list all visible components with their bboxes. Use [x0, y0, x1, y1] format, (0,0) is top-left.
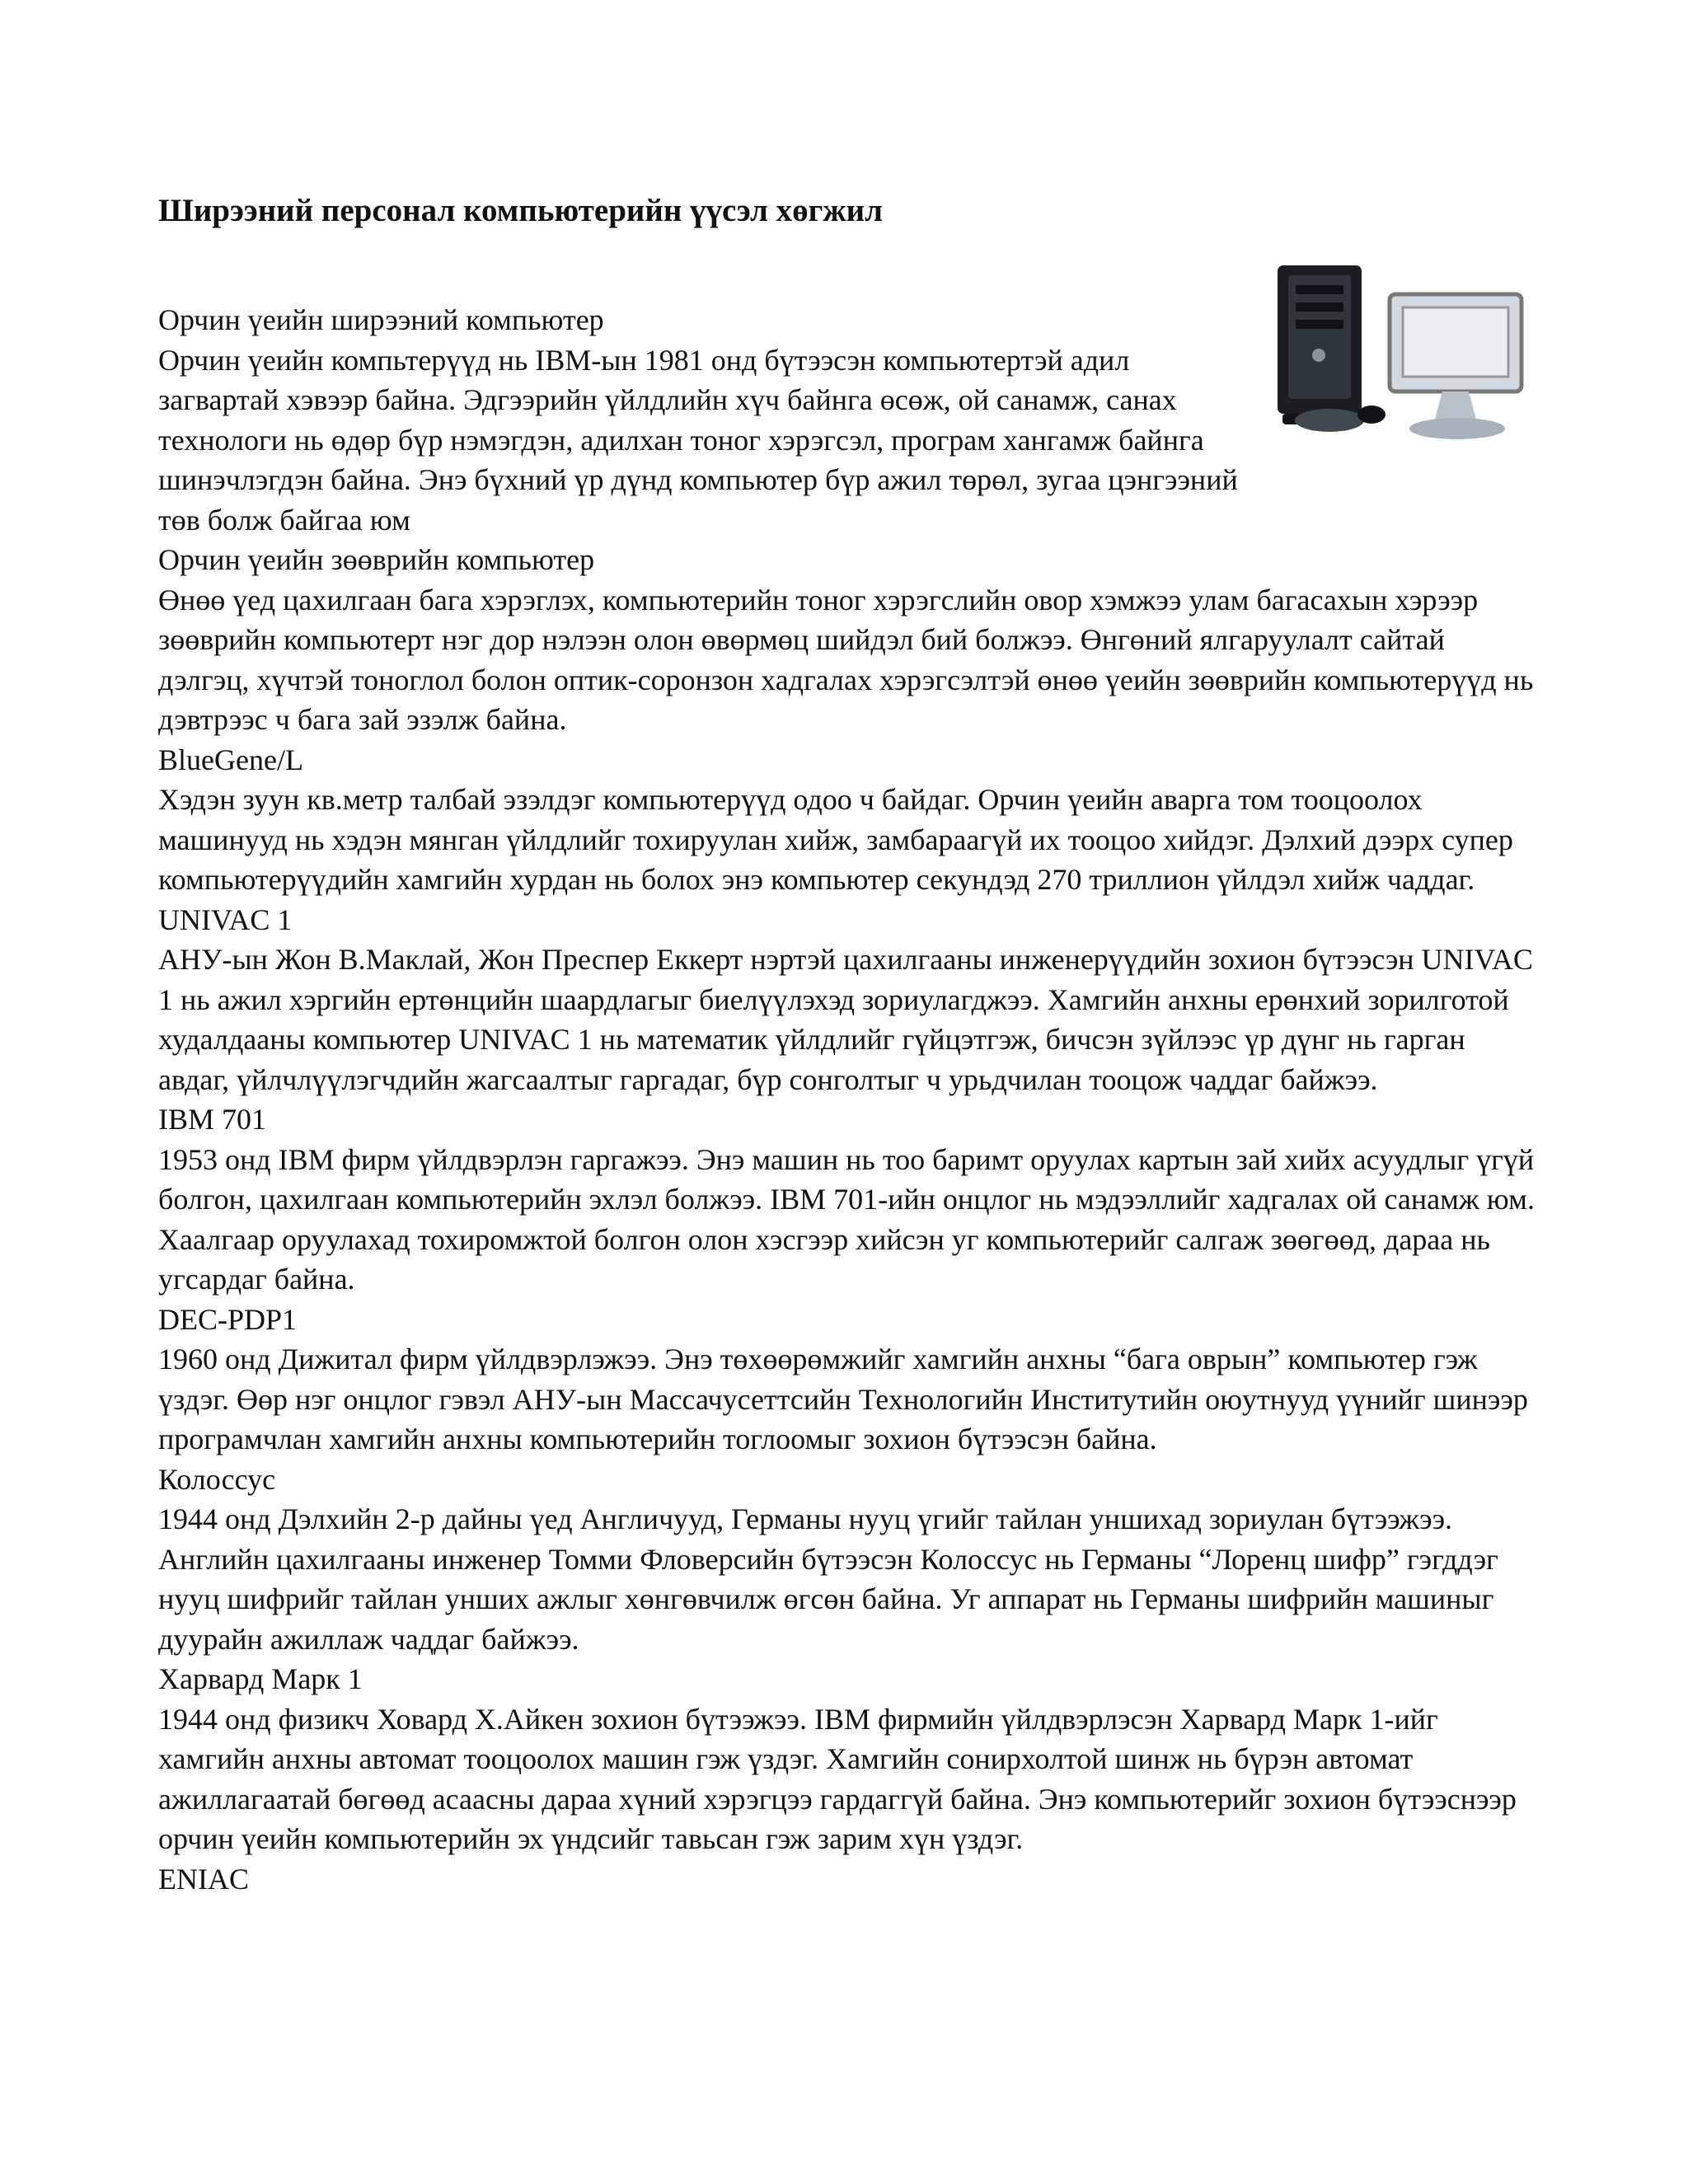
- section-text-harvard: 1944 онд физикч Ховард Х.Айкен зохион бүтээжээ. IBM фирмийн үйлдвэрлэсэн Харвард Марк 1-ийг хамгийн анхны автомат тооцоолох машин гэж үздэг. Хамгийн сонирхолтой шинж нь бүрэн автомат ажиллагаатай бөгөөд асаасны дараа хүний хэрэгцээ гардаггүй байна. Энэ компьютерийг зохион бүтээснээр орчин үеийн компьютерийн эх үндсийг тавьсан гэж зарим хүн үздэг.: [158, 1702, 1517, 1855]
- section-heading-decpdp1: DEC-PDP1: [158, 1302, 298, 1336]
- article-body: [158, 300, 1543, 1899]
- section-heading-modern-desktop: Орчин үеийн ширээний компьютер: [158, 303, 604, 336]
- section-text-colossus: 1944 онд Дэлхийн 2-р дайны үед Англичууд, Германы нууц үгийг тайлан уншихад зориулан бүтээжээ. Английн цахилгааны инженер Томми Фловерсийн бүтээсэн Колоссус нь Германы “Лоренц шифр” гэгддэг нууц шифрийг тайлан унших ажлыг хөнгөвчилж өгсөн байна. Уг аппарат нь Германы шифрийн машиныг дуурайн ажиллаж чаддаг байжээ.: [158, 1502, 1498, 1656]
- section-heading-modern-portable: Орчин үеийн зөөврийн компьютер: [158, 543, 595, 576]
- document-title: Ширээний персонал компьютерийн үүсэл хөгжил: [158, 193, 883, 228]
- section-text-bluegene: Хэдэн зуун кв.метр талбай эзэлдэг компьютерүүд одоо ч байдаг. Орчин үеийн аварга том тооцоолох машинууд нь хэдэн мянган үйлдлийг тохируулан хийж, замбараагүй их тооцоо хийдэг. Дэлхий дээрх супер компьютерүүдийн хамгийн хурдан нь болох энэ компьютер секундэд 270 триллион үйлдэл хийж чаддаг.: [158, 783, 1513, 896]
- section-text-modern-portable: Өнөө үед цахилгаан бага хэрэглэх, компьютерийн тоног хэрэгслийн овор хэмжээ улам багасахын хэрээр зөөврийн компьютерт нэг дор нэлээн олон өвөрмөц шийдэл бий болжээ. Өнгөний ялгаруулалт сайтай дэлгэц, хүчтэй тоноглол болон оптик-соронзон хадгалах хэрэгсэлтэй өнөө үеийн зөөврийн компьютерүүд нь дэвтрээс ч бага зай эзэлж байна.: [158, 583, 1534, 736]
- section-text-decpdp1: 1960 онд Дижитал фирм үйлдвэрлэжээ. Энэ төхөөрөмжийг хамгийн анхны “бага оврын” компьютер гэж үздэг. Өөр нэг онцлог гэвэл АНУ-ын Массачусеттсийн Технологийн Институтийн оюутнууд үүнийг шинээр програмчлан хамгийн анхны компьютерийн тоглоомыг зохион бүтээсэн байна.: [158, 1343, 1528, 1455]
- section-heading-ibm701: IBM 701: [158, 1103, 267, 1136]
- section-text-univac: АНУ-ын Жон В.Маклай, Жон Преспер Еккерт нэртэй цахилгааны инженерүүдийн зохион бүтээсэн UNIVAC 1 нь ажил хэргийн ертөнцийн шаардлагыг биелүүлэхэд зориулагджээ. Хамгийн анхны ерөнхий зорилготой худалдааны компьютер UNIVAC 1 нь математик үйлдлийг гүйцэтгэж, бичсэн зүйлээс үр дүнг нь гарган авдаг, үйлчлүүлэгчдийн жагсаалтыг гаргадаг, бүр сонголтыг ч урьдчилан тооцож чаддаг байжээ.: [158, 943, 1533, 1096]
- section-heading-colossus: Колоссус: [158, 1462, 276, 1496]
- section-heading-bluegene: BlueGene/L: [158, 743, 303, 776]
- section-heading-univac: UNIVAC 1: [158, 902, 293, 936]
- section-text-ibm701: 1953 онд IBM фирм үйлдвэрлэн гаргажээ. Энэ машин нь тоо баримт оруулах картын зай хийх асуудлыг үгүй болгон, цахилгаан компьютерийн эхлэл болжээ. IBM 701-ийн онцлог нь мэдээллийг хадгалах ой санамж юм. Хаалгаар оруулахад тохиромжтой болгон олон хэсгээр хийсэн уг компьютерийг салгаж зөөгөөд, дараа нь угсардаг байна.: [158, 1142, 1535, 1296]
- section-text-modern-desktop: Орчин үеийн компьтерүүд нь IBM-ын 1981 онд бүтээсэн компьютертэй адил загвартай хэвээр байна. Эдгээрийн үйлдлийн хүч байнга өсөж, ой санамж, санах технологи нь өдөр бүр нэмэгдэн, адилхан тоног хэрэгсэл, програм хангамж байнга шинэчлэгдэн байна. Энэ бүхний үр дүнд компьютер бүр ажил төрөл, зугаа цэнгээний төв болж байгаа юм: [158, 343, 1238, 537]
- section-heading-harvard: Харвард Марк 1: [158, 1662, 363, 1695]
- section-heading-eniac: ENIAC: [158, 1862, 249, 1896]
